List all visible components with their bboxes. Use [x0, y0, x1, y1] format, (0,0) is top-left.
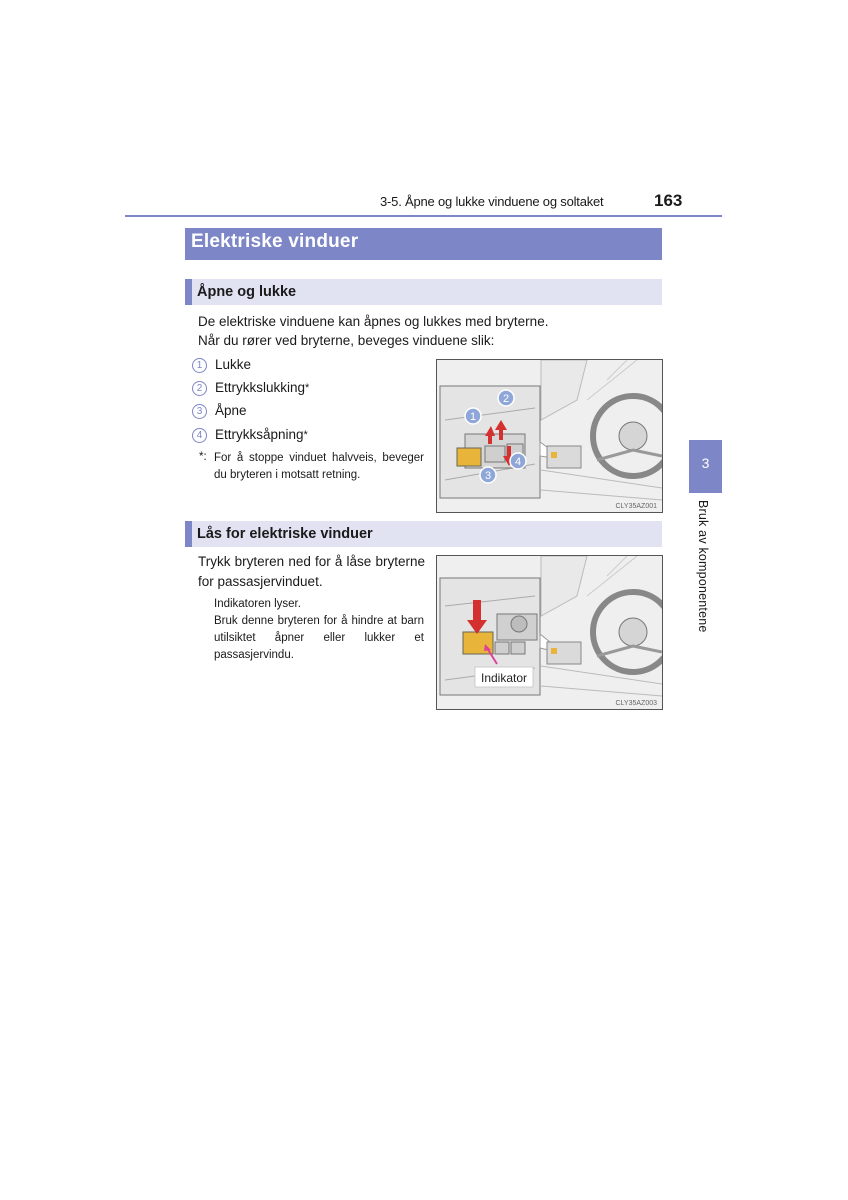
footnote-mark: *: [199, 451, 207, 463]
running-header-section: 3-5. Åpne og lukke vinduene og soltaket [380, 194, 604, 209]
list-item-label: Åpne [215, 403, 247, 418]
page-title: Elektriske vinduer [185, 228, 662, 260]
list-item-label: Ettrykkslukking [215, 380, 306, 395]
lock-instruction: Trykk bryteren ned for å låse bryterne for passasjervinduet. [198, 554, 425, 589]
section-heading-window-lock: Lås for elektriske vinduer [185, 521, 662, 547]
number-circle: 2 [192, 381, 207, 396]
figure-code: CLY35AZ003 [615, 700, 657, 707]
page-number: 163 [654, 191, 683, 210]
asterisk-mark: * [303, 429, 308, 441]
callout-2 [498, 390, 514, 406]
list-item [192, 402, 247, 420]
list-item [192, 426, 308, 444]
svg-text:3: 3 [484, 470, 492, 482]
section-heading-open-close: Åpne og lukke [185, 279, 662, 305]
number-circle: 4 [192, 428, 207, 443]
header-rule [125, 215, 722, 217]
number-circle: 1 [192, 358, 207, 373]
number-circle: 3 [192, 404, 207, 419]
indicator-callout: Indikator [480, 671, 528, 685]
window-switch-highlight [457, 448, 481, 466]
list-item [192, 356, 251, 374]
child-safety-hint: Bruk denne bryteren for å hindre at barn utilsiktet åpner eller lukker et passasjervindu. [214, 615, 424, 661]
illustration-lock-switch [437, 556, 662, 709]
chapter-label: Bruk av komponentene [696, 500, 710, 633]
indicator-note: Indikatoren lyser. [214, 598, 301, 610]
footnote-text: For å stoppe vinduet halvveis, beveger du bryteren i motsatt retning. [214, 452, 424, 481]
svg-text:2: 2 [502, 393, 510, 405]
callout-4 [510, 453, 526, 469]
illustration-door-switches [437, 360, 662, 512]
figure-window-switches [436, 359, 663, 513]
list-item-label: Ettrykksåpning [215, 427, 304, 442]
intro-line-2: Når du rører ved bryterne, beveges vinduene slik: [198, 333, 495, 348]
asterisk-mark: * [305, 382, 310, 394]
intro-line-1: De elektriske vinduene kan åpnes og lukkes med bryterne. [198, 314, 549, 329]
svg-text:4: 4 [514, 456, 522, 468]
list-item [192, 379, 309, 397]
callout-3 [480, 467, 496, 483]
chapter-tab: 3 [689, 440, 722, 493]
figure-lock-switch [436, 555, 663, 710]
figure-code: CLY35AZ001 [615, 503, 657, 510]
svg-text:1: 1 [469, 411, 477, 423]
callout-1 [465, 408, 481, 424]
list-item-label: Lukke [215, 357, 252, 372]
